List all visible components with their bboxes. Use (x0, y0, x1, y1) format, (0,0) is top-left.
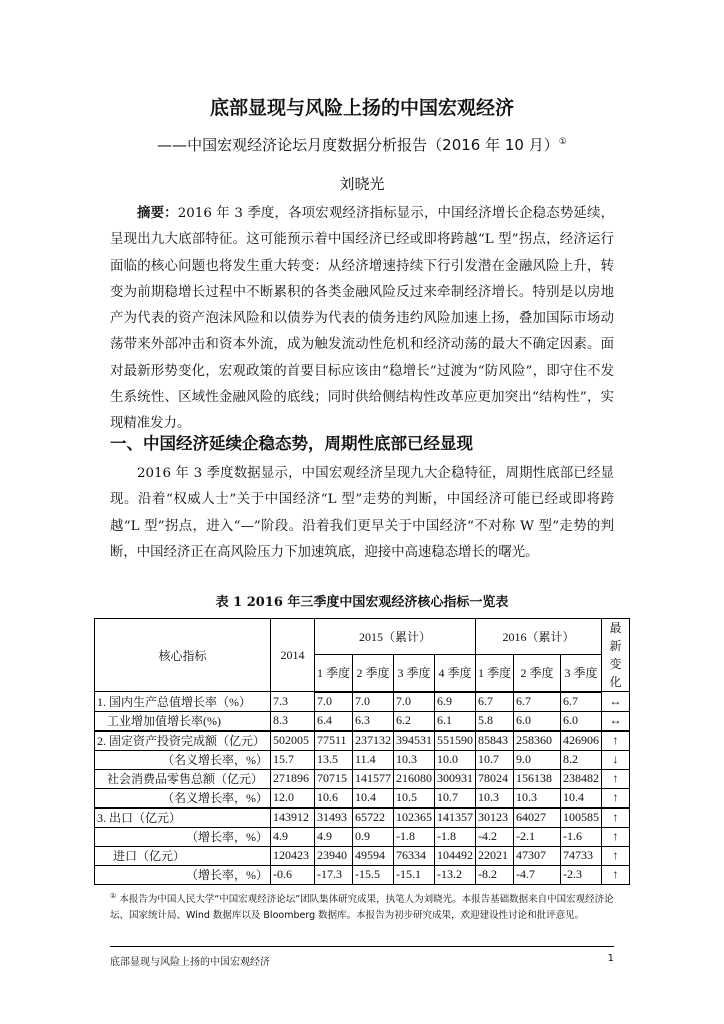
table-cell: 4.9 (315, 827, 353, 846)
table-cell: 6.2 (394, 711, 435, 731)
table-cell: 238482 (561, 769, 602, 788)
table-cell: 7.0 (353, 692, 394, 712)
table-cell: 31493 (315, 808, 353, 828)
table-cell: 426906 (561, 731, 602, 751)
table-cell: 104492 (435, 846, 476, 865)
row-label: （名义增长率，%） (95, 750, 271, 769)
table-cell: -8.2 (476, 865, 514, 884)
table-cell: 7.0 (315, 692, 353, 712)
table-cell: 271896 (271, 769, 315, 788)
table-row (95, 750, 630, 769)
table-cell: 0.9 (353, 827, 394, 846)
table-cell: 6.0 (561, 711, 602, 731)
table-cell: 76334 (394, 846, 435, 865)
quarter-cell: 3 季度 (561, 655, 602, 692)
table-header-row (95, 619, 630, 655)
table-cell: 10.3 (476, 788, 514, 808)
table-cell: 65722 (353, 808, 394, 828)
paper-title: 底部显现与风险上扬的中国宏观经济 (209, 97, 514, 119)
table-cell: 11.4 (353, 750, 394, 769)
change-indicator: ↑ (602, 846, 630, 865)
table-cell: 216080 (394, 769, 435, 788)
table-cell: 10.4 (353, 788, 394, 808)
table-row (95, 865, 630, 884)
table-cell: 30123 (476, 808, 514, 828)
quarter-cell: 1 季度 (476, 655, 514, 692)
change-indicator: ↑ (602, 769, 630, 788)
change-indicator: ↓ (602, 750, 630, 769)
table-cell: -13.2 (435, 865, 476, 884)
table-row (95, 731, 630, 751)
table-cell: -4.7 (514, 865, 561, 884)
table-cell: 6.7 (514, 692, 561, 712)
table-cell: 4.9 (271, 827, 315, 846)
table-cell: -2.1 (514, 827, 561, 846)
page-number: 1 (607, 953, 614, 964)
quarter-cell: 2 季度 (353, 655, 394, 692)
table-cell: 10.5 (394, 788, 435, 808)
table-row (95, 788, 630, 808)
table-cell: 10.3 (394, 750, 435, 769)
quarter-cell: 4 季度 (435, 655, 476, 692)
table-row (95, 692, 630, 712)
table-cell: 551590 (435, 731, 476, 751)
section-paragraph: 2016 年 3 季度数据显示，中国宏观经济呈现九大企稳特征，周期性底部已经显现。沿着“权威人士”关于中国经济“L 型”走势的判断，中国经济可能已经或即将跨越“L 型”拐点，进入“—”阶段。沿着我们更早关于中国经济“不对称 W 型”走势的判断，中国经济正在高风险压力下加速筑底，迎接中高速稳态增长的曙光。 (110, 466, 614, 560)
header-2015: 2015（累计） (315, 619, 476, 655)
change-indicator: ↑ (602, 808, 630, 828)
quarter-cell: 1 季度 (315, 655, 353, 692)
table-cell: 5.8 (476, 711, 514, 731)
table-cell: 237132 (353, 731, 394, 751)
row-label: （名义增长率，%） (95, 788, 271, 808)
footnote-mark: ① (110, 892, 117, 900)
table-cell: 8.3 (271, 711, 315, 731)
table-cell: 156138 (514, 769, 561, 788)
table-cell: 141357 (435, 808, 476, 828)
table-cell: 141577 (353, 769, 394, 788)
table-cell: 502005 (271, 731, 315, 751)
row-label: 2. 固定资产投资完成额（亿元） (95, 731, 271, 751)
table-cell: 6.9 (435, 692, 476, 712)
table-cell: 258360 (514, 731, 561, 751)
indicator-table (94, 618, 630, 885)
table-cell: 6.7 (561, 692, 602, 712)
table-cell: 100585 (561, 808, 602, 828)
change-indicator: ↔ (602, 711, 630, 731)
table-cell: 47307 (514, 846, 561, 865)
row-label: 工业增加值增长率(%) (95, 711, 271, 731)
footer-title: 底部显现与风险上扬的中国宏观经济 (110, 957, 270, 968)
table-cell: 10.3 (514, 788, 561, 808)
table-cell: 8.2 (561, 750, 602, 769)
header-indicator: 核心指标 (95, 619, 271, 692)
table-cell: 23940 (315, 846, 353, 865)
table-cell: 85843 (476, 731, 514, 751)
table-cell: -1.6 (561, 827, 602, 846)
table-row (95, 711, 630, 731)
change-indicator: ↑ (602, 865, 630, 884)
table-cell: 10.4 (561, 788, 602, 808)
table-cell: 15.7 (271, 750, 315, 769)
table-cell: 10.7 (476, 750, 514, 769)
table-cell: 6.3 (353, 711, 394, 731)
table-cell: -2.3 (561, 865, 602, 884)
table-cell: -15.1 (394, 865, 435, 884)
quarter-cell: 2 季度 (514, 655, 561, 692)
table-row (95, 827, 630, 846)
table-cell: 70715 (315, 769, 353, 788)
footnote (110, 888, 614, 924)
abstract-text: 2016 年 3 季度，各项宏观经济指标显示，中国经济增长企稳态势延续，呈现出九大底部特征。这可能预示着中国经济已经或即将跨越“L 型”拐点，经济运行面临的核心问题也将发生重大转变：从经济增速持续下行引发潜在金融风险上升，转变为前期稳增长过程中不断累积的各类金融风险反过来牵制经济增长。特别是以房地产为代表的资产泡沫风险和以债券为代表的债务违约风险加速上扬，叠加国际市场动荡带来外部冲击和资本外流，成为触发流动性危机和经济动荡的最大不确定因素。面对最新形势变化，宏观政策的首要目标应该由“稳增长”过渡为“防风险”，即守住不发生系统性、区域性金融风险的底线；同时供给侧结构性改革应更加突出“结构性”，实现精准发力。 (110, 206, 614, 432)
row-label: （增长率，%） (95, 827, 271, 846)
paper-subtitle (0, 134, 724, 155)
table-row (95, 808, 630, 828)
abstract (110, 200, 614, 438)
row-label: 3. 出口（亿元） (95, 808, 271, 828)
table-cell: -4.2 (476, 827, 514, 846)
author: 刘晓光 (339, 175, 385, 193)
table-cell: 6.1 (435, 711, 476, 731)
footnote-text: 本报告为中国人民大学“中国宏观经济论坛”团队集体研究成果，执笔人为刘晓光。本报告基础数据来自中国宏观经济论坛、国家统计局、Wind 数据库以及 Bloomberg 数据库。本报告为初步研究成果，欢迎建设性讨论和批评意见。 (110, 894, 614, 922)
table-caption: 表 1 2016 年三季度中国宏观经济核心指标一览表 (215, 595, 509, 610)
subtitle-footnote-mark: ① (558, 137, 567, 147)
table-cell: 10.7 (435, 788, 476, 808)
row-label: 社会消费品零售总额（亿元） (95, 769, 271, 788)
table-cell: 49594 (353, 846, 394, 865)
table-cell: 7.0 (394, 692, 435, 712)
table-cell: -0.6 (271, 865, 315, 884)
table-cell: 6.0 (514, 711, 561, 731)
table-row (95, 846, 630, 865)
row-label: 1. 国内生产总值增长率（%） (95, 692, 271, 712)
table-cell: 13.5 (315, 750, 353, 769)
table-cell: 120423 (271, 846, 315, 865)
change-indicator: ↔ (602, 692, 630, 712)
table-cell: 10.0 (435, 750, 476, 769)
table-cell: 6.4 (315, 711, 353, 731)
change-indicator: ↑ (602, 788, 630, 808)
table-body (95, 692, 630, 885)
table-cell: 78024 (476, 769, 514, 788)
table-row (95, 769, 630, 788)
header-2016: 2016（累计） (476, 619, 602, 655)
abstract-label: 摘要： (137, 205, 178, 221)
table-cell: -1.8 (435, 827, 476, 846)
table-cell: 300931 (435, 769, 476, 788)
table-cell: 7.3 (271, 692, 315, 712)
quarter-cell: 3 季度 (394, 655, 435, 692)
section-heading: 一、中国经济延续企稳态势，周期性底部已经显现 (110, 434, 473, 453)
table-cell: 12.0 (271, 788, 315, 808)
change-indicator: ↑ (602, 731, 630, 751)
table-cell: 74733 (561, 846, 602, 865)
table-cell: 9.0 (514, 750, 561, 769)
table-cell: 6.7 (476, 692, 514, 712)
table-cell: 22021 (476, 846, 514, 865)
table-cell: -15.5 (353, 865, 394, 884)
table-cell: 143912 (271, 808, 315, 828)
table-cell: 102365 (394, 808, 435, 828)
table-cell: 10.6 (315, 788, 353, 808)
page-footer (110, 946, 614, 968)
table-cell: 394531 (394, 731, 435, 751)
table-cell: -17.3 (315, 865, 353, 884)
row-label: （增长率，%） (95, 865, 271, 884)
change-indicator: ↑ (602, 827, 630, 846)
header-2014: 2014 (271, 619, 315, 692)
table-cell: 77511 (315, 731, 353, 751)
table-cell: 64027 (514, 808, 561, 828)
header-change: 最新变化 (602, 619, 630, 692)
subtitle-text: ——中国宏观经济论坛月度数据分析报告（2016 年 10 月） (157, 136, 559, 154)
footnote-separator (110, 884, 286, 885)
table-cell: -1.8 (394, 827, 435, 846)
row-label: 进口（亿元） (95, 846, 271, 865)
